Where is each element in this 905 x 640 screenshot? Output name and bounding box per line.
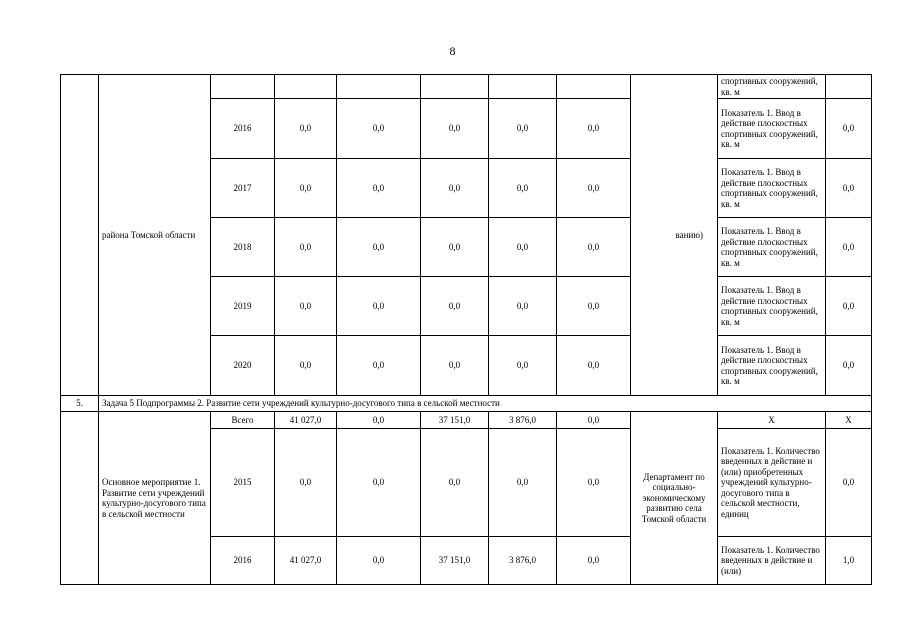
regional-cell: 0,0 (421, 159, 489, 218)
regional-cell: 0,0 (421, 99, 489, 159)
regional-cell: 0,0 (421, 277, 489, 336)
indicator-cell: Показатель 1. Количество введенных в действие и (или) (718, 537, 826, 585)
total-cell: 0,0 (275, 99, 337, 159)
indicator-cell: спортивных сооружений, кв. м (718, 75, 826, 99)
year-cell: 2019 (211, 277, 275, 336)
activity-name-cell: Основное мероприятие 1. Развитие сети учреждений культурно-досугового типа в сельской местности (99, 412, 211, 585)
task-title-cell: Задача 5 Подпрограммы 2. Развитие сети учреждений культурно-досугового типа в сельской местности (99, 396, 872, 412)
total-cell: 0,0 (275, 159, 337, 218)
page-number: 8 (449, 44, 456, 58)
year-cell: 2016 (211, 99, 275, 159)
federal-cell: 0,0 (337, 159, 421, 218)
federal-cell: 0,0 (337, 429, 421, 537)
total-cell: 0,0 (275, 336, 337, 396)
federal-cell: 0,0 (337, 412, 421, 429)
total-cell: 41 027,0 (275, 537, 337, 585)
number-cell (61, 412, 99, 585)
local-cell: 3 876,0 (489, 412, 557, 429)
regional-cell: 0,0 (421, 218, 489, 277)
task-number-cell: 5. (61, 396, 99, 412)
local-cell: 0,0 (489, 429, 557, 537)
indicator-value-cell: 0,0 (826, 336, 872, 396)
year-cell: 2018 (211, 218, 275, 277)
year-cell: Всего (211, 412, 275, 429)
extra-budget-cell: 0,0 (557, 159, 631, 218)
local-cell: 0,0 (489, 159, 557, 218)
year-cell (211, 75, 275, 99)
year-cell: 2016 (211, 537, 275, 585)
executor-cell: Департамент по социально-экономическому развитию села Томской области (631, 412, 718, 585)
indicator-cell: Показатель 1. Ввод в действие плоскостных спортивных сооружений, кв. м (718, 277, 826, 336)
regional-cell: 37 151,0 (421, 537, 489, 585)
executor-cell: ванию) (631, 75, 718, 396)
activity-name-cell: района Томской области (99, 75, 211, 396)
indicator-value-cell: 1,0 (826, 537, 872, 585)
number-cell (61, 75, 99, 396)
extra-budget-cell: 0,0 (557, 218, 631, 277)
indicator-cell: X (718, 412, 826, 429)
year-cell: 2015 (211, 429, 275, 537)
table-row (61, 412, 872, 429)
local-cell: 0,0 (489, 277, 557, 336)
indicator-value-cell: 0,0 (826, 159, 872, 218)
table-row (61, 75, 872, 99)
indicator-cell: Показатель 1. Ввод в действие плоскостных спортивных сооружений, кв. м (718, 336, 826, 396)
local-cell: 0,0 (489, 99, 557, 159)
indicator-value-cell: 0,0 (826, 277, 872, 336)
local-cell: 0,0 (489, 218, 557, 277)
indicator-cell: Показатель 1. Ввод в действие плоскостных спортивных сооружений, кв. м (718, 159, 826, 218)
extra-budget-cell: 0,0 (557, 412, 631, 429)
regional-cell: 0,0 (421, 336, 489, 396)
extra-budget-cell: 0,0 (557, 99, 631, 159)
indicator-cell: Показатель 1. Ввод в действие плоскостных спортивных сооружений, кв. м (718, 218, 826, 277)
indicator-value-cell: 0,0 (826, 99, 872, 159)
task-row (61, 396, 872, 412)
extra-budget-cell: 0,0 (557, 336, 631, 396)
indicator-cell: Показатель 1. Количество введенных в действие и (или) приобретенных учреждений культурно-досугового типа в сельской местности, единиц (718, 429, 826, 537)
total-cell: 0,0 (275, 429, 337, 537)
federal-cell: 0,0 (337, 218, 421, 277)
indicator-value-cell: 0,0 (826, 218, 872, 277)
indicator-value-cell: 0,0 (826, 429, 872, 537)
total-cell: 0,0 (275, 218, 337, 277)
local-cell: 3 876,0 (489, 537, 557, 585)
extra-budget-cell: 0,0 (557, 537, 631, 585)
federal-cell: 0,0 (337, 336, 421, 396)
year-cell: 2020 (211, 336, 275, 396)
subprogram-table (60, 74, 872, 585)
total-cell: 41 027,0 (275, 412, 337, 429)
year-cell: 2017 (211, 159, 275, 218)
extra-budget-cell: 0,0 (557, 429, 631, 537)
federal-cell: 0,0 (337, 99, 421, 159)
indicator-cell: Показатель 1. Ввод в действие плоскостных спортивных сооружений, кв. м (718, 99, 826, 159)
local-cell: 0,0 (489, 336, 557, 396)
federal-cell: 0,0 (337, 537, 421, 585)
regional-cell: 0,0 (421, 429, 489, 537)
regional-cell: 37 151,0 (421, 412, 489, 429)
total-cell: 0,0 (275, 277, 337, 336)
extra-budget-cell: 0,0 (557, 277, 631, 336)
indicator-value-cell: X (826, 412, 872, 429)
indicator-value-cell (826, 75, 872, 99)
federal-cell: 0,0 (337, 277, 421, 336)
